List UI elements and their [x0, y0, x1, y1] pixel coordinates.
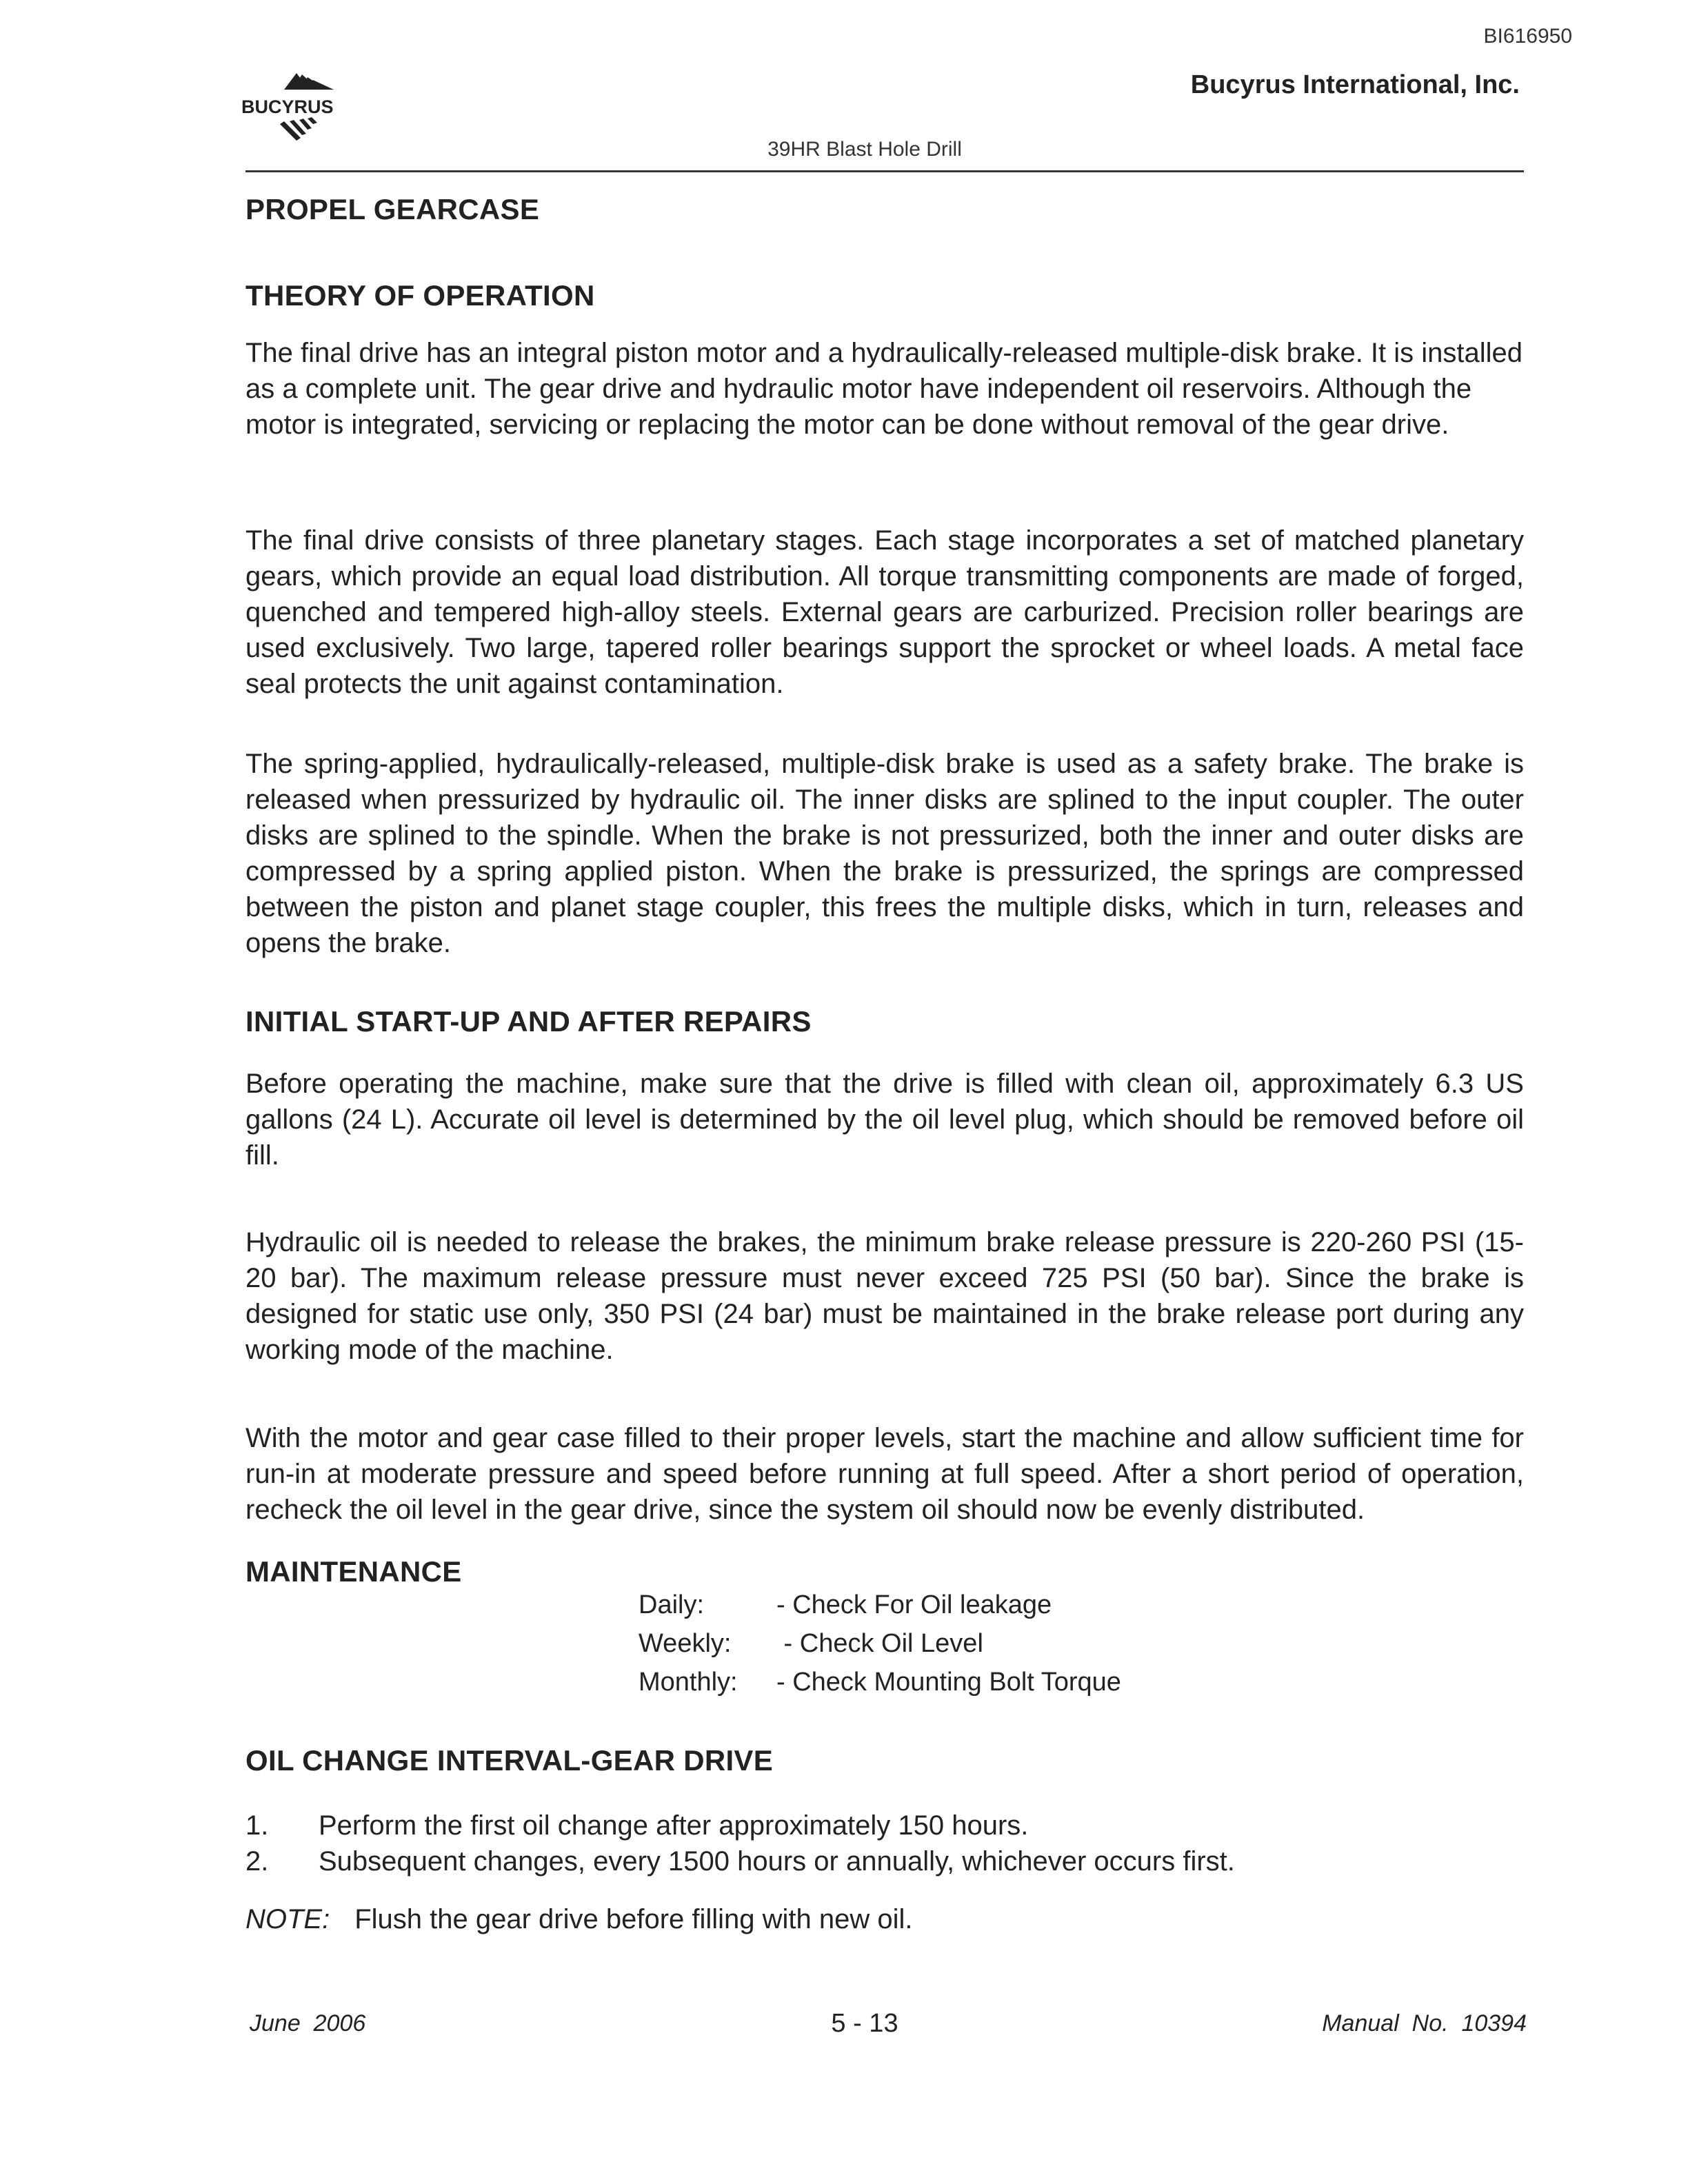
- paragraph: Hydraulic oil is needed to release the brakes, the minimum brake release pressure is 220-260 PSI (15-20 bar). The maximum release pressure must never exceed 725 PSI (50 bar). Since the brake is designed for static use only, 350 PSI (24 bar) must be maintained in the brake release port during any working mode of the machine.: [245, 1227, 1524, 1365]
- section-heading-startup: INITIAL START-UP AND AFTER REPAIRS: [245, 1005, 812, 1038]
- note: [245, 1904, 913, 1935]
- oil-change-list: [245, 1808, 1524, 1879]
- header-divider: [245, 170, 1524, 172]
- paragraph: With the motor and gear case filled to their proper levels, start the machine and allow sufficient time for run-in at moderate pressure and speed before running at full speed. After a short period of operation, recheck the oil level in the gear drive, since the system oil should now be evenly distributed.: [245, 1423, 1524, 1525]
- section-heading-maintenance: MAINTENANCE: [245, 1555, 462, 1588]
- footer-date: June 2006: [250, 2010, 366, 2036]
- list-text: Subsequent changes, every 1500 hours or annually, whichever occurs first.: [319, 1846, 1235, 1877]
- schedule-task: - Check Mounting Bolt Torque: [776, 1668, 1121, 1697]
- manual-number: Manual No. 10394: [1322, 2010, 1527, 2036]
- paragraph: Before operating the machine, make sure that the drive is filled with clean oil, approximately 6.3 US gallons (24 L). Accurate oil level is determined by the oil level plug, which should be removed before oil fill.: [245, 1069, 1524, 1171]
- list-item: [245, 1808, 1524, 1843]
- note-text: Flush the gear drive before filling with new oil.: [354, 1904, 913, 1934]
- section-heading-theory: THEORY OF OPERATION: [245, 279, 595, 312]
- schedule-label: Weekly:: [639, 1629, 732, 1658]
- paragraph: The spring-applied, hydraulically-released, multiple-disk brake is used as a safety brake. The brake is released when pressurized by hydraulic oil. The inner disks are splined to the input coupler. The outer disks are splined to the spindle. When the brake is not pressurized, both the inner and outer disks are compressed by a spring applied piston. When the brake is pressurized, the springs are compressed between the piston and planet stage coupler, this frees the multiple disks, which in turn, releases and opens the brake.: [245, 749, 1524, 958]
- company-name: Bucyrus International, Inc.: [1190, 70, 1520, 99]
- logo-text: BUCYRUS: [241, 97, 334, 117]
- page-title: PROPEL GEARCASE: [245, 193, 540, 225]
- list-number: 1.: [245, 1810, 269, 1841]
- schedule-row: [639, 1624, 1121, 1663]
- schedule-row: [639, 1586, 1121, 1624]
- schedule-task: - Check Oil Level: [776, 1629, 983, 1658]
- page-number: 5 - 13: [831, 2009, 898, 2038]
- schedule-label: Monthly:: [639, 1668, 738, 1697]
- section-heading-oil-change: OIL CHANGE INTERVAL-GEAR DRIVE: [245, 1744, 774, 1777]
- schedule-row: [639, 1663, 1121, 1701]
- document-id: BI616950: [1483, 25, 1572, 48]
- list-number: 2.: [245, 1846, 269, 1877]
- paragraph: The final drive has an integral piston motor and a hydraulically-released multiple-disk brake. It is installed as a complete unit. The gear drive and hydraulic motor have independent oil reservoirs. Although the motor is integrated, servicing or replacing the motor can be done without removal of the gear drive.: [245, 338, 1523, 440]
- schedule-label: Daily:: [639, 1590, 705, 1619]
- document-subtitle: 39HR Blast Hole Drill: [767, 138, 962, 161]
- list-text: Perform the first oil change after approximately 150 hours.: [319, 1810, 1029, 1841]
- paragraph: The final drive consists of three planetary stages. Each stage incorporates a set of matched planetary gears, which provide an equal load distribution. All torque transmitting components are made of forged, quenched and tempered high-alloy steels. External gears are carburized. Precision roller bearings are used exclusively. Two large, tapered roller bearings support the sprocket or wheel loads. A metal face seal protects the unit against contamination.: [245, 525, 1524, 699]
- maintenance-schedule: [639, 1586, 1121, 1701]
- schedule-task: - Check For Oil leakage: [776, 1590, 1052, 1619]
- note-label: NOTE:: [245, 1904, 330, 1934]
- list-item: [245, 1843, 1524, 1879]
